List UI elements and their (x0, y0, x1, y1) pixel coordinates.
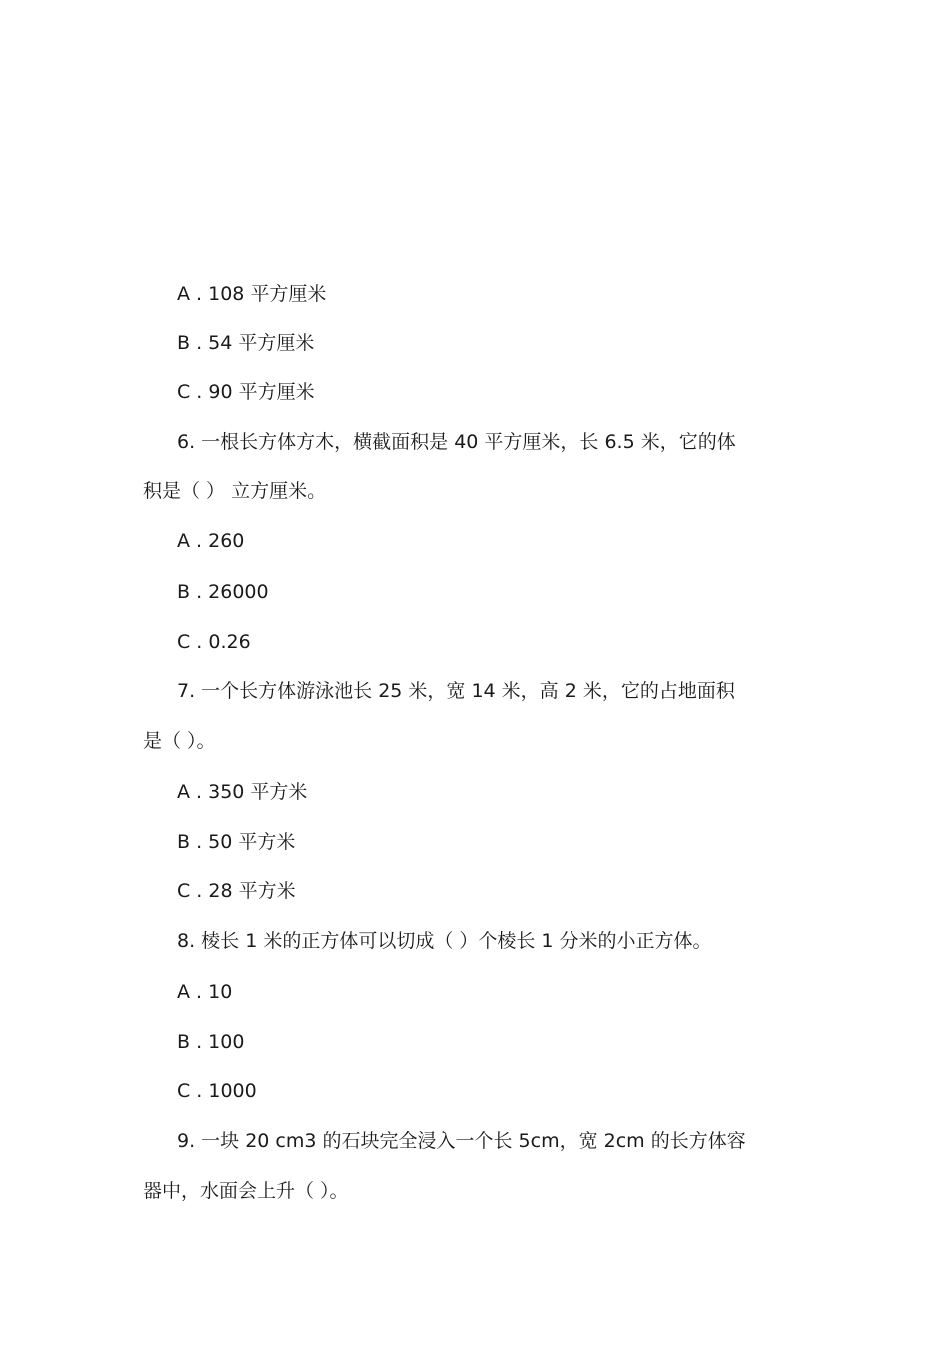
option-b-prev: B . 54 平方厘米 (177, 332, 315, 354)
question-9-stem-line2: 器中，水面会上升（ ）。 (143, 1180, 349, 1202)
question-6-option-a: A . 260 (177, 530, 245, 552)
question-8-stem-line1: 8. 棱长 1 米的正方体可以切成（ ）个棱长 1 分米的小正方体。 (177, 930, 712, 952)
question-7-stem-line1: 7. 一个长方体游泳池长 25 米，宽 14 米，高 2 米，它的占地面积 (177, 680, 735, 702)
question-7-stem-line2: 是（ ）。 (143, 730, 216, 752)
question-7-option-c: C . 28 平方米 (177, 880, 296, 902)
question-6-stem-line1: 6. 一根长方体方木，横截面积是 40 平方厘米，长 6.5 米，它的体 (177, 431, 736, 453)
question-6-option-b: B . 26000 (177, 581, 269, 603)
question-9-stem-line1: 9. 一块 20 cm3 的石块完全浸入一个长 5cm，宽 2cm 的长方体容 (177, 1130, 746, 1152)
question-8-option-a: A . 10 (177, 981, 233, 1003)
option-a-prev: A . 108 平方厘米 (177, 283, 327, 305)
question-8-option-b: B . 100 (177, 1031, 245, 1053)
question-7-option-b: B . 50 平方米 (177, 831, 296, 853)
question-6-stem-line2: 积是（ ） 立方厘米。 (143, 480, 327, 502)
question-8-option-c: C . 1000 (177, 1080, 257, 1102)
question-7-option-a: A . 350 平方米 (177, 781, 308, 803)
question-6-option-c: C . 0.26 (177, 631, 251, 653)
option-c-prev: C . 90 平方厘米 (177, 381, 315, 403)
